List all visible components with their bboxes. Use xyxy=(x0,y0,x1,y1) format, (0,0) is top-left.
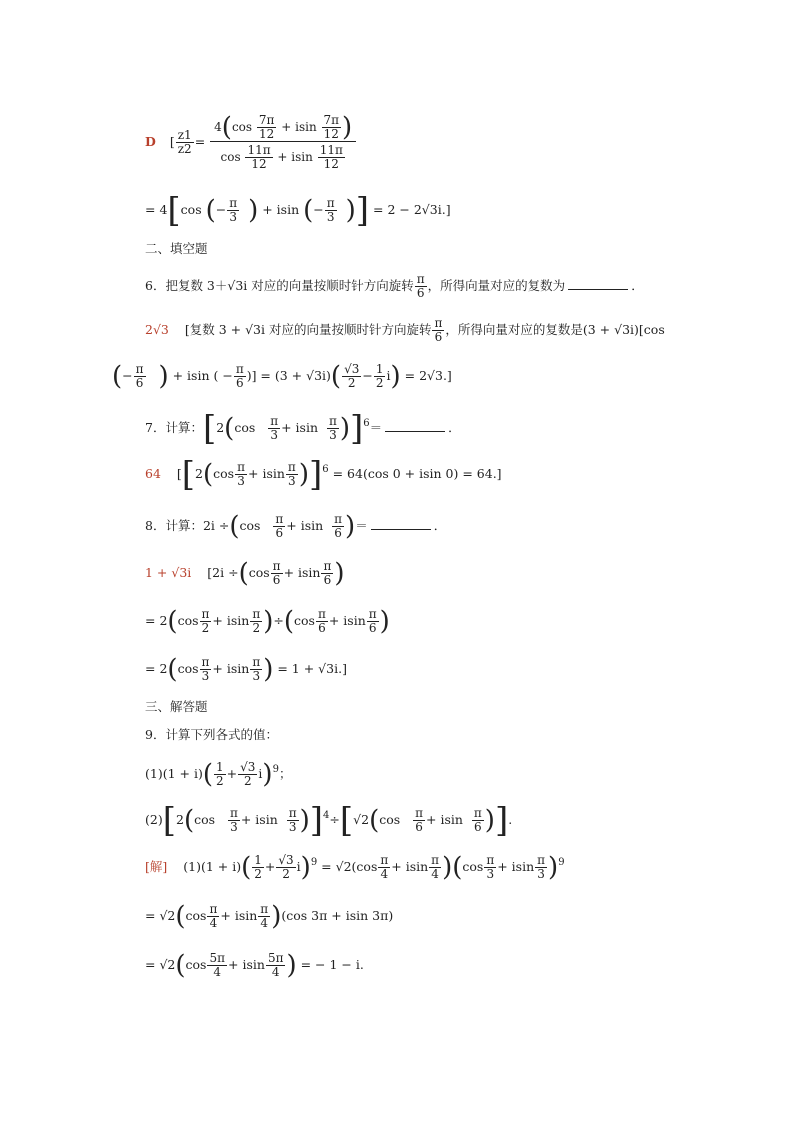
question-8: 8．计算：2i ÷(cos $\frac{\pi}{6}$ + isin $\frac{\pi}{6}$ )＝ ． xyxy=(145,511,447,542)
question-7: 7．计算：[2(cos $\frac{\pi}{3}$ + isin $\frac{\pi}{3}$ )]$^6$＝ ． xyxy=(145,408,461,449)
section-solve-heading: 三、解答题 xyxy=(145,699,208,714)
answer-blank xyxy=(371,517,431,530)
q8-solution-line2: = 2(cos $\frac{\pi}{2}$ + isin $\frac{\pi}{2}$ )÷(cos $\frac{\pi}{6}$ + isin $\frac{\pi}{6}$ ) xyxy=(145,606,390,637)
answer-blank xyxy=(385,419,445,432)
q6-answer: 2√3 xyxy=(145,322,169,337)
question-9-part1: (1)(1 + i)( $\frac{1}{2}$ + $\frac{√3}{2}$ i)$^9$； xyxy=(145,759,292,790)
answer-letter: D xyxy=(145,134,156,149)
q9-solution-line3: = √2(cos $\frac{5\pi}{4}$ + isin $\frac{5\pi}{4}$ ) = − 1 − i. xyxy=(145,950,364,981)
q8-solution-line3: = 2(cos $\frac{\pi}{3}$ + isin $\frac{\pi}{3}$ ) = 1 + √3i.] xyxy=(145,654,347,685)
solution-label: [解] xyxy=(145,859,168,874)
question-6: 6．把复数 3＋√3i 对应的向量按顺时针方向旋转 $\frac{\pi}{6}$ ，所得向量对应的复数为 ． xyxy=(145,272,644,300)
q6-solution-line1: 2√3 [复数 3 + √3i 对应的向量按顺时针方向旋转 $\frac{\pi}{6}$ ，所得向量对应的复数是(3 + √3i)[cos xyxy=(145,316,665,344)
answer-blank xyxy=(568,277,628,290)
q9-solution-line2: = √2(cos $\frac{\pi}{4}$ + isin $\frac{\pi}{4}$ )(cos 3π + isin 3π) xyxy=(145,901,394,932)
q8-answer: 1 + √3i xyxy=(145,565,192,580)
q8-solution-line1: 1 + √3i [2i ÷(cos $\frac{\pi}{6}$ + isin $\frac{\pi}{6}$ ) xyxy=(145,558,345,589)
q6-solution-line2: (− $\frac{\pi}{6}$ ) + isin ( − $\frac{\pi}{6}$ )] = (3 + √3i)( $\frac{√3}{2}$ − $\frac{1}{2}$ i) = 2√3.] xyxy=(112,361,452,392)
q9-solution-line1: [解] (1)(1 + i)( $\frac{1}{2}$ + $\frac{√3}{2}$ i)$^9$ = √2(cos $\frac{\pi}{4}$ + isin $\frac{\pi}{4}$ )(cos $\frac{\pi}{3}$ + isin $\frac{\pi}{3}$ )$^9$ xyxy=(145,852,565,883)
answer-d-line2: = 4[cos (− $\frac{\pi}{3}$ ) + isin (− $\frac{\pi}{3}$ )] = 2 − 2√3i.] xyxy=(145,190,451,231)
answer-d-line1: D [ $\frac{z1}{z2}$ = 4(cos $\frac{7\pi}{12}$ + isin $\frac{7\pi}{12}$ ) cos $\frac{11\pi}{12}$ + isin $\frac{11\pi}{12}$ xyxy=(145,102,357,182)
section-fill-heading: 二、填空题 xyxy=(145,241,208,256)
big-fraction: 4(cos $\frac{7\pi}{12}$ + isin $\frac{7\pi}{12}$ ) cos $\frac{11\pi}{12}$ + isin $\frac{11\pi}{12}$ xyxy=(210,114,356,171)
q7-answer: 64 xyxy=(145,466,161,481)
question-9-part2: (2)[2(cos $\frac{\pi}{3}$ + isin $\frac{\pi}{3}$ )]$^4$÷[√2(cos $\frac{\pi}{6}$ + isin $\frac{\pi}{6}$ )]. xyxy=(145,800,513,841)
z-ratio: $\frac{z1}{z2}$ xyxy=(177,128,192,156)
question-9-title: 9．计算下列各式的值： xyxy=(145,727,278,742)
q7-solution: 64 [[2(cos $\frac{\pi}{3}$ + isin $\frac{\pi}{3}$ )]$^6$ = 64(cos 0 + isin 0) = 64.] xyxy=(145,454,502,495)
